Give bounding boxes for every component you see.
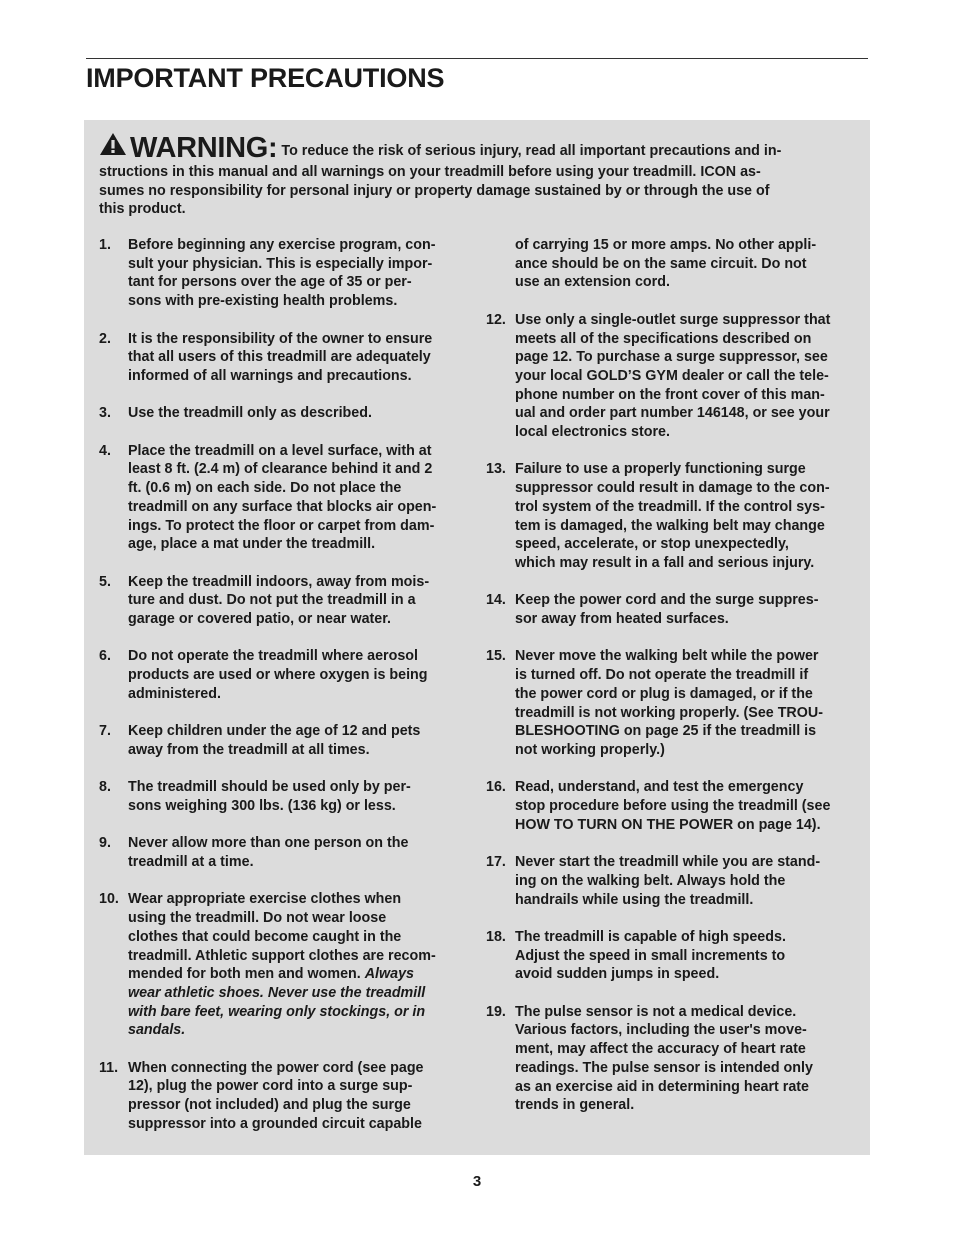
item-number: 5.: [99, 573, 111, 590]
item-number: 13.: [486, 461, 506, 478]
item-text-line: handrails while using the treadmill.: [515, 891, 754, 908]
item-number: 10.: [99, 891, 119, 908]
item-text-line: pressor (not included) and plug the surge: [128, 1097, 411, 1114]
item-text-line: garage or covered patio, or near water.: [128, 611, 391, 627]
page-title: IMPORTANT PRECAUTIONS: [86, 63, 445, 93]
item-text-line: Various factors, including the user's move-: [515, 1022, 807, 1039]
item-number: 17.: [486, 854, 506, 871]
item-text-line: Use the treadmill only as described.: [128, 405, 372, 422]
item-number: 6.: [99, 648, 111, 665]
item-text-emphasis: sandals.: [128, 1022, 186, 1039]
precaution-item: [99, 330, 471, 386]
item-text-line: suppressor into a grounded circuit capable: [128, 1115, 422, 1132]
item-text-line: Keep the treadmill indoors, away from mois-: [128, 573, 430, 590]
item-number: 4.: [99, 442, 111, 459]
item-text-emphasis: wear athletic shoes. Never use the treadmill: [128, 984, 426, 1001]
warning-text: sumes no responsibility for personal injury or property damage sustained by or through the use of: [99, 182, 770, 199]
item-number: 18.: [486, 928, 506, 945]
item-text-emphasis: with bare feet, wearing only stockings, or in: [128, 1003, 426, 1020]
item-number: 11.: [99, 1059, 119, 1076]
precaution-item: [486, 928, 858, 984]
precaution-item: [99, 778, 471, 815]
item-text-line: using the treadmill. Do not wear loose: [128, 910, 387, 927]
item-text-line: sult your physician. This is especially impor-: [128, 255, 433, 272]
item-text-line: When connecting the power cord (see page: [128, 1059, 424, 1076]
item-text-line: tant for persons over the age of 35 or per-: [128, 274, 412, 291]
item-text-line: The treadmill should be used only by per-: [128, 779, 411, 796]
item-text-line: HOW TO TURN ON THE POWER on page 14).: [515, 816, 821, 833]
item-text-line: away from the treadmill at all times.: [128, 741, 370, 758]
item-text-line: treadmill is not working properly. (See TROU-: [515, 704, 823, 721]
item-text-line: sons weighing 300 lbs. (136 kg) or less.: [128, 797, 396, 814]
item-text-line: speed, accelerate, or stop unexpectedly,: [515, 536, 789, 553]
item-text-line: Never allow more than one person on the: [128, 835, 409, 852]
item-number: 15.: [486, 648, 506, 665]
item-text-line: of carrying 15 or more amps. No other appli-: [515, 237, 817, 253]
item-number: 1.: [99, 237, 111, 253]
item-text-line: Adjust the speed in small increments to: [515, 947, 786, 964]
item-text-line: suppressor could result in damage to the con-: [515, 480, 830, 497]
item-text-line: treadmill at a time.: [128, 854, 254, 871]
precaution-item: [486, 647, 858, 759]
item-text-line: avoid sudden jumps in speed.: [515, 966, 720, 983]
item-text-line: ment, may affect the accuracy of heart rate: [515, 1041, 806, 1058]
item-text-line: trends in general.: [515, 1097, 635, 1114]
precaution-item: [99, 647, 471, 703]
item-text-line: ance should be on the same circuit. Do not: [515, 255, 807, 272]
item-text-line: as an exercise aid in determining heart rate: [515, 1078, 810, 1095]
item-text-line: page 12. To purchase a surge suppressor, see: [515, 349, 828, 366]
precaution-item: [99, 573, 471, 629]
item-text-line: readings. The pulse sensor is intended only: [515, 1059, 813, 1076]
item-text-emphasis: Always: [364, 966, 414, 983]
precaution-item: [99, 236, 471, 311]
item-number: 8.: [99, 779, 111, 796]
precaution-item: [99, 890, 471, 1040]
precaution-item: [99, 722, 471, 759]
item-text-line: Wear appropriate exercise clothes when: [128, 891, 402, 908]
item-text-line: informed of all warnings and precautions.: [128, 367, 412, 384]
item-text-line: ing on the walking belt. Always hold the: [515, 872, 786, 889]
precaution-item: [486, 778, 858, 834]
item-text-line: use an extension cord.: [515, 274, 670, 291]
item-text-line: treadmill on any surface that blocks air open-: [128, 498, 437, 515]
precaution-item: [486, 591, 858, 628]
precaution-item: [99, 1059, 471, 1134]
item-text-line: clothes that could become caught in the: [128, 928, 402, 945]
precaution-item: [486, 460, 858, 572]
item-text-line: Read, understand, and test the emergency: [515, 779, 804, 796]
item-text-line: stop procedure before using the treadmill (see: [515, 798, 831, 815]
item-text-line: Never start the treadmill while you are stand-: [515, 854, 821, 871]
continued-item-11: [486, 236, 858, 292]
warning-heading: WARNING:: [130, 132, 278, 164]
item-text-line: Do not operate the treadmill where aerosol: [128, 648, 418, 665]
item-text-line: Use only a single-outlet surge suppressor that: [515, 311, 831, 328]
item-number: 7.: [99, 723, 111, 740]
item-text-line: age, place a mat under the treadmill.: [128, 536, 376, 553]
item-text-line: It is the responsibility of the owner to ensure: [128, 330, 433, 347]
item-text-line: The pulse sensor is not a medical device.: [515, 1003, 797, 1020]
item-number: 3.: [99, 405, 111, 422]
item-number: 14.: [486, 592, 506, 609]
item-text-line: Keep the power cord and the surge suppres-: [515, 592, 819, 609]
item-text-line: is turned off. Do not operate the treadmill if: [515, 667, 809, 684]
item-text-line: Before beginning any exercise program, con-: [128, 237, 436, 253]
warning-line: [99, 132, 844, 163]
warning-text: this product.: [99, 201, 186, 218]
item-text-line: meets all of the specifications described on: [515, 330, 812, 347]
item-text-line: Place the treadmill on a level surface, with at: [128, 442, 432, 459]
item-text-line: sons with pre-existing health problems.: [128, 293, 398, 310]
item-text-line: ings. To protect the floor or carpet from dam-: [128, 517, 435, 534]
right-item-list: [486, 311, 858, 1115]
item-text-line: Keep children under the age of 12 and pets: [128, 723, 421, 740]
right-column: [486, 236, 858, 1134]
item-number: 2.: [99, 330, 111, 347]
item-text-line: The treadmill is capable of high speeds.: [515, 928, 786, 945]
item-text-normal: mended for both men and women.: [128, 966, 365, 983]
item-text-line: ture and dust. Do not put the treadmill in a: [128, 592, 416, 609]
item-text-line: [128, 965, 471, 984]
warning-text: structions in this manual and all warnings on your treadmill before using your treadmill. ICON as-: [99, 164, 761, 180]
item-text-line: local electronics store.: [515, 424, 670, 441]
precaution-item: [99, 442, 471, 554]
item-text-line: treadmill. Athletic support clothes are recom-: [128, 947, 436, 964]
item-text-line: sor away from heated surfaces.: [515, 611, 729, 628]
item-text-line: your local GOLD’S GYM dealer or call the tele-: [515, 367, 829, 384]
header-rule: [86, 58, 868, 59]
item-text-line: trol system of the treadmill. If the control sys-: [515, 498, 825, 515]
item-text-line: that all users of this treadmill are adequately: [128, 349, 431, 366]
item-text-line: tem is damaged, the walking belt may change: [515, 517, 825, 534]
item-text-line: ft. (0.6 m) on each side. Do not place the: [128, 480, 402, 497]
precaution-item: [486, 311, 858, 442]
item-text-line: phone number on the front cover of this man-: [515, 386, 825, 403]
item-text-line: not working properly.): [515, 741, 665, 758]
warning-block: [99, 132, 844, 219]
left-column: [99, 236, 471, 1152]
item-text-line: BLESHOOTING on page 25 if the treadmill is: [515, 723, 817, 740]
item-text-line: 12), plug the power cord into a surge sup-: [128, 1078, 413, 1095]
precaution-item: [486, 1003, 858, 1115]
item-text-line: Failure to use a properly functioning surge: [515, 461, 806, 478]
item-text-line: the power cord or plug is damaged, or if the: [515, 685, 813, 702]
precaution-item: [99, 834, 471, 871]
item-text-line: ual and order part number 146148, or see your: [515, 405, 830, 422]
precaution-item: [486, 853, 858, 909]
page-number: 3: [472, 1173, 482, 1190]
warning-text: To reduce the risk of serious injury, read all important precautions and in-: [277, 143, 782, 159]
item-number: 16.: [486, 779, 506, 796]
item-number: 9.: [99, 835, 111, 852]
item-text-line: least 8 ft. (2.4 m) of clearance behind it and 2: [128, 461, 433, 478]
item-text-line: products are used or where oxygen is being: [128, 667, 428, 684]
precaution-item: [99, 404, 471, 423]
item-number: 12.: [486, 311, 506, 328]
item-text-line: Never move the walking belt while the power: [515, 648, 819, 665]
warning-triangle-icon: [99, 132, 127, 156]
item-text-line: administered.: [128, 685, 221, 702]
item-text-line: which may result in a fall and serious injury.: [515, 554, 815, 571]
item-number: 19.: [486, 1003, 506, 1020]
